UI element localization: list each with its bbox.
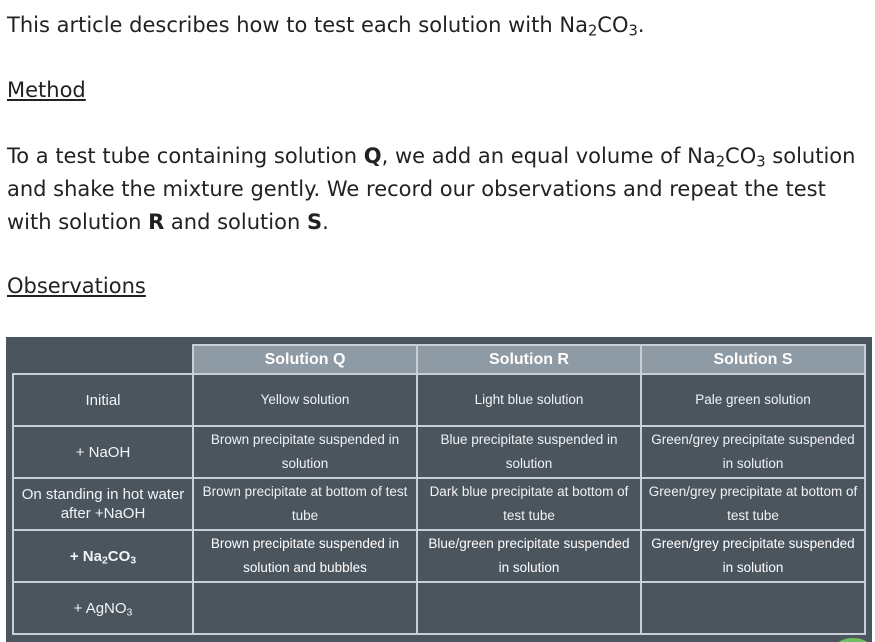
observations-table-panel bbox=[6, 337, 872, 642]
table-cell bbox=[193, 582, 417, 634]
table-row bbox=[13, 374, 865, 426]
table-cell: Blue/green precipitate suspended in solution bbox=[417, 530, 641, 582]
table-cell: Light blue solution bbox=[417, 374, 641, 426]
table-cell: Blue precipitate suspended in solution bbox=[417, 426, 641, 478]
table-cell: Brown precipitate suspended in solution bbox=[193, 426, 417, 478]
observations-table bbox=[12, 344, 866, 635]
table-cell: Brown precipitate at bottom of test tube bbox=[193, 478, 417, 530]
method-heading: Method bbox=[7, 78, 86, 102]
table-cell: Pale green solution bbox=[641, 374, 865, 426]
intro-sentence: This article describes how to test each solution with $Na_2CO_3$. bbox=[7, 13, 645, 40]
method-paragraph: To a test tube containing solution Q, we add an equal volume of $Na_2CO_3$ solution and shake the mixture gently. We record our observations and repeat the test with solution R and solution S. bbox=[7, 144, 856, 234]
table-cell bbox=[641, 582, 865, 634]
table-row bbox=[13, 530, 865, 582]
table-cell: Yellow solution bbox=[193, 374, 417, 426]
table-row bbox=[13, 426, 865, 478]
table-corner bbox=[13, 345, 193, 374]
table-cell: Green/grey precipitate suspended in solution bbox=[641, 426, 865, 478]
green-marker-decoration bbox=[836, 638, 870, 642]
table-cell bbox=[417, 582, 641, 634]
header-solution-q: Solution Q bbox=[193, 345, 417, 374]
row-label-agno3: + AgNO$_3$ bbox=[13, 582, 193, 634]
table-cell: Dark blue precipitate at bottom of test tube bbox=[417, 478, 641, 530]
observations-heading: Observations bbox=[7, 274, 146, 298]
table-row bbox=[13, 582, 865, 634]
row-label-na2co3: + $Na_2CO_3$ bbox=[13, 530, 193, 582]
row-label-naoh: + NaOH bbox=[13, 426, 193, 478]
table-cell: Green/grey precipitate suspended in solution bbox=[641, 530, 865, 582]
table-cell: Brown precipitate suspended in solution and bubbles bbox=[193, 530, 417, 582]
header-solution-r: Solution R bbox=[417, 345, 641, 374]
row-label-hot-water: On standing in hot water after +NaOH bbox=[13, 478, 193, 530]
header-solution-s: Solution S bbox=[641, 345, 865, 374]
table-cell: Green/grey precipitate at bottom of test tube bbox=[641, 478, 865, 530]
table-row bbox=[13, 478, 865, 530]
row-label-initial: Initial bbox=[13, 374, 193, 426]
